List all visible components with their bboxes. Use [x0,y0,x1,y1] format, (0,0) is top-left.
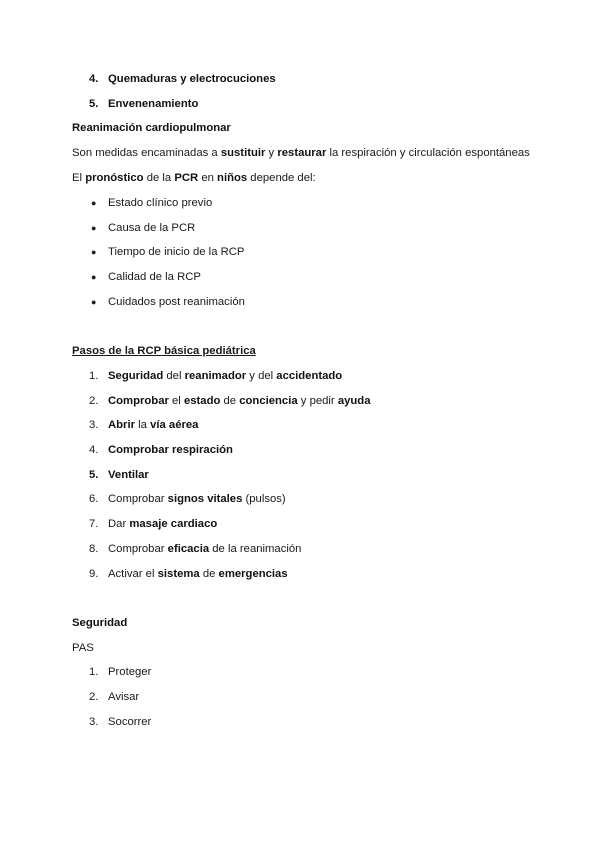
pas-item: Proteger [108,666,152,678]
bullet-item: Causa de la PCR [108,222,196,234]
step-number: 2. [89,395,99,407]
rcp-heading: Reanimación cardiopulmonar [72,122,231,134]
step-number: 9. [89,568,99,580]
step-item: Dar masaje cardiaco [108,518,218,530]
step-item: Ventilar [108,469,149,481]
steps-heading: Pasos de la RCP básica pediátrica [72,345,256,357]
bullet-icon: ● [91,297,97,307]
step-item: Comprobar respiración [108,444,233,456]
prognosis-text: El pronóstico de la PCR en niños depende del: [72,172,316,184]
pas-item: Avisar [108,691,140,703]
bullet-item: Calidad de la RCP [108,271,201,283]
pas-number: 2. [89,691,99,703]
bullet-item: Estado clínico previo [108,197,213,209]
bullet-item: Cuidados post reanimación [108,296,245,308]
step-item: Activar el sistema de emergencias [108,568,288,580]
step-number: 5. [89,469,99,481]
bullet-icon: ● [91,198,97,208]
bullet-icon: ● [91,247,97,257]
step-number: 4. [89,444,99,456]
step-number: 8. [89,543,99,555]
step-item: Comprobar el estado de conciencia y pedir ayuda [108,395,371,407]
step-item: Comprobar eficacia de la reanimación [108,543,302,555]
pas-label: PAS [72,642,94,654]
list-item: Quemaduras y electrocuciones [108,73,276,85]
list-item: Envenenamiento [108,98,199,110]
step-number: 7. [89,518,99,530]
list-number: 5. [89,98,99,110]
pas-item: Socorrer [108,716,152,728]
step-number: 6. [89,493,99,505]
bullet-item: Tiempo de inicio de la RCP [108,246,245,258]
pas-number: 3. [89,716,99,728]
rcp-definition: Son medidas encaminadas a sustituir y restaurar la respiración y circulación espontáneas [72,147,530,159]
bullet-icon: ● [91,223,97,233]
pas-number: 1. [89,666,99,678]
step-item: Comprobar signos vitales (pulsos) [108,493,286,505]
security-heading: Seguridad [72,617,128,629]
bullet-icon: ● [91,272,97,282]
step-number: 1. [89,370,99,382]
step-item: Seguridad del reanimador y del accidentado [108,370,343,382]
list-number: 4. [89,73,99,85]
step-item: Abrir la vía aérea [108,419,199,431]
step-number: 3. [89,419,99,431]
